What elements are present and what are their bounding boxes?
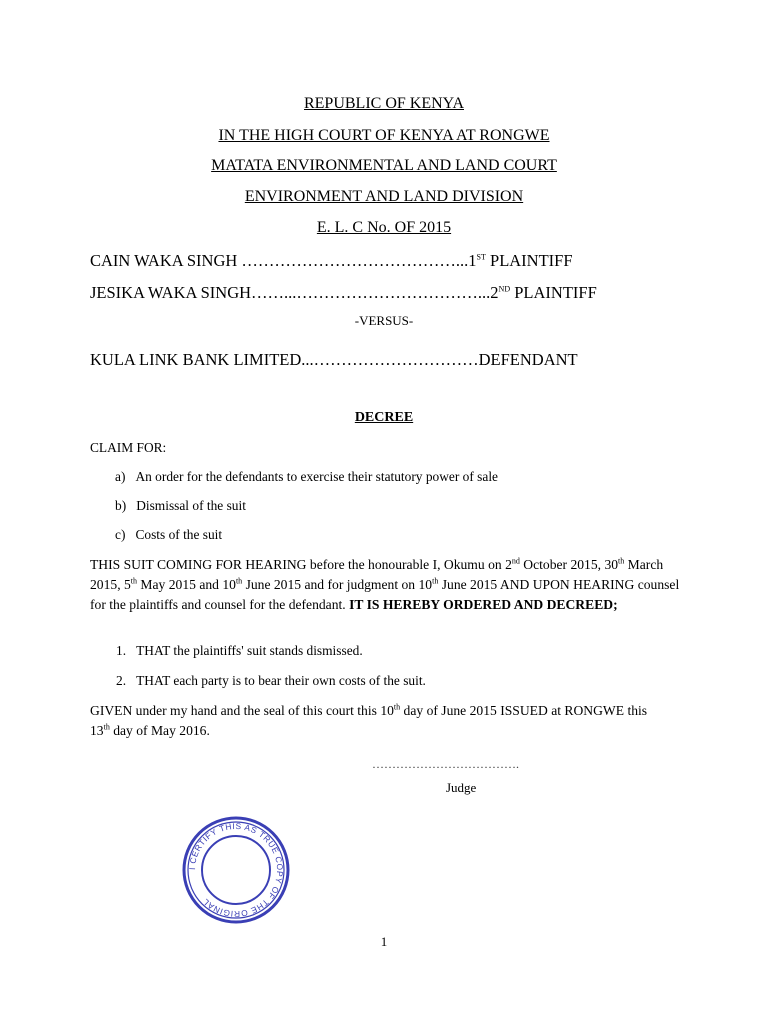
court-seal-stamp: [180, 814, 292, 926]
first-plaintiff: CAIN WAKA SINGH …………………………………...1ST PLAINTIFF: [90, 251, 573, 270]
page-number: 1: [380, 934, 388, 949]
seal-graphic: [180, 814, 292, 926]
header-republic: REPUBLIC OF KENYA: [303, 95, 464, 112]
seal-outer-ring: [184, 818, 288, 922]
claim-item: b) Dismissal of the suit: [115, 498, 246, 513]
header-case-number: E. L. C No. OF 2015: [316, 219, 452, 236]
given-paragraph: GIVEN under my hand and the seal of this court this 10th day of June 2015 ISSUED at RONGWE this 13th day of May 2016.: [90, 702, 648, 738]
order-item: 2. THAT each party is to bear their own costs of the suit.: [116, 673, 426, 688]
claim-item: a) An order for the defendants to exercise their statutory power of sale: [115, 469, 498, 484]
seal-text: I CERTIFY THIS AS TRUE COPY OF THE ORIGINAL: [186, 820, 286, 920]
defendant: KULA LINK BANK LIMITED...…………………………DEFENDANT: [90, 350, 578, 369]
signature-line: ……………………………….: [372, 757, 519, 771]
claim-item: c) Costs of the suit: [115, 527, 223, 542]
ordered-decreed-phrase: IT IS HEREBY ORDERED AND DECREED;: [349, 597, 618, 612]
header-division: ENVIRONMENT AND LAND DIVISION: [244, 188, 524, 205]
header-land-court: MATATA ENVIRONMENTAL AND LAND COURT: [211, 157, 557, 174]
decree-title: DECREE: [354, 410, 414, 425]
hearing-paragraph: THIS SUIT COMING FOR HEARING before the honourable I, Okumu on 2nd October 2015, 30th March 2015, 5th May 2015 and 10th June 2015 and for judgment on 10th June 2015 AND UPON HEARING counsel for the plaintiffs and counsel for the defendant. IT IS HEREBY ORDERED AND DECREED;: [90, 556, 680, 612]
seal-inner-ring: [202, 836, 270, 904]
header-high-court: IN THE HIGH COURT OF KENYA AT RONGWE: [218, 127, 550, 144]
claim-for-label: CLAIM FOR:: [90, 440, 167, 455]
judge-label: Judge: [446, 780, 477, 795]
order-item: 1. THAT the plaintiffs' suit stands dismissed.: [116, 643, 363, 658]
second-plaintiff: JESIKA WAKA SINGH……...……………………………...2ND PLAINTIFF: [90, 283, 597, 302]
versus-label: -VERSUS-: [354, 313, 414, 328]
